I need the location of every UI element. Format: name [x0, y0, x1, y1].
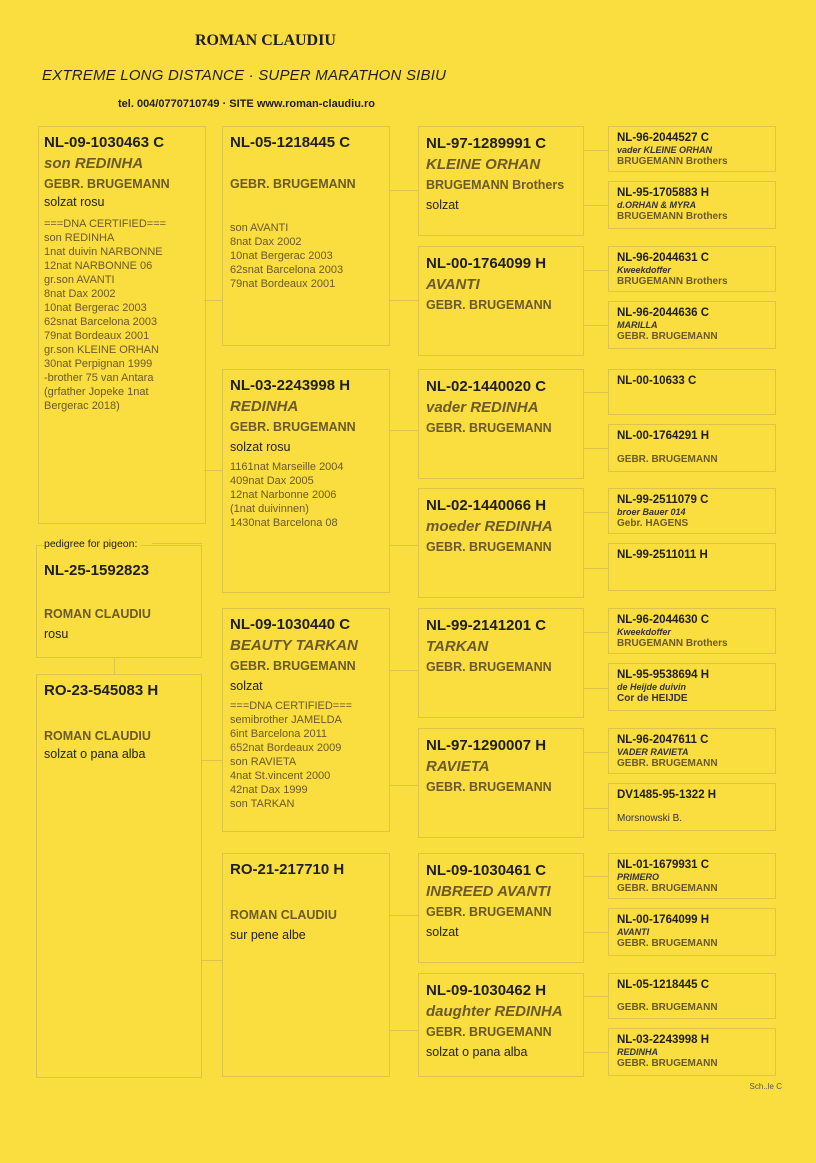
g4-name: de Heijde duivin: [617, 682, 687, 692]
g3-color: solzat: [426, 198, 459, 212]
g3-ring: NL-02-1440066 H: [426, 497, 547, 514]
g2-ring: RO-21-217710 H: [230, 861, 345, 878]
g2-ring: NL-05-1218445 C: [230, 134, 351, 151]
g4-ring: NL-03-2243998 H: [617, 1034, 710, 1046]
g3-card-2: [418, 246, 584, 356]
g4-name: VADER RAVIETA: [617, 747, 689, 757]
g4-ring: NL-99-2511079 C: [617, 494, 709, 506]
g3-card-3: [418, 369, 584, 479]
g4-ring: NL-00-1764099 H: [617, 914, 710, 926]
g4-breeder: GEBR. BRUGEMANN: [617, 758, 718, 769]
g2-breeder: ROMAN CLAUDIU: [230, 908, 337, 922]
dam-card: [36, 674, 202, 1078]
dam-breeder: ROMAN CLAUDIU: [44, 729, 151, 743]
g4-breeder: BRUGEMANN Brothers: [617, 211, 728, 222]
g4-ring: NL-96-2047611 C: [617, 734, 709, 746]
sire-breeder: GEBR. BRUGEMANN: [44, 177, 170, 191]
breeder-subtitle: EXTREME LONG DISTANCE · SUPER MARATHON SIBIU: [42, 67, 447, 84]
g2-card-3: [222, 608, 390, 832]
sire-ring: NL-09-1030463 C: [44, 134, 165, 151]
g3-card-1: [418, 126, 584, 236]
g4-breeder: GEBR. BRUGEMANN: [617, 331, 718, 342]
g4-breeder: BRUGEMANN Brothers: [617, 276, 728, 287]
g4-ring: NL-00-10633 C: [617, 375, 697, 387]
g2-breeder: GEBR. BRUGEMANN: [230, 177, 356, 191]
pedigree-label: pedigree for pigeon:: [44, 538, 141, 550]
g4-card: [608, 973, 776, 1019]
g4-card: [608, 728, 776, 774]
g3-ring: NL-97-1289991 C: [426, 135, 547, 152]
g4-ring: NL-05-1218445 C: [617, 979, 710, 991]
sire-color: solzat rosu: [44, 195, 105, 209]
g4-breeder: GEBR. BRUGEMANN: [617, 938, 718, 949]
g4-card: [608, 488, 776, 534]
g3-name: KLEINE ORHAN: [426, 156, 541, 173]
g3-breeder: GEBR. BRUGEMANN: [426, 780, 552, 794]
g4-card: [608, 908, 776, 956]
g2-card-2: [222, 369, 390, 593]
g4-card: [608, 783, 776, 831]
g2-name: BEAUTY TARKAN: [230, 637, 358, 654]
g4-card: [608, 424, 776, 472]
g2-card-1: [222, 126, 390, 346]
g4-name: Kweekdoffer: [617, 627, 671, 637]
g3-name: TARKAN: [426, 638, 489, 655]
g4-card: [608, 608, 776, 654]
g4-breeder: GEBR. BRUGEMANN: [617, 1002, 718, 1013]
g4-breeder: Morsnowski B.: [617, 813, 683, 824]
g4-breeder: BRUGEMANN Brothers: [617, 156, 728, 167]
g3-name: INBREED AVANTI: [426, 883, 551, 900]
subject-ring: NL-25-1592823: [44, 562, 150, 579]
g3-ring: NL-97-1290007 H: [426, 737, 547, 754]
g4-name: MARILLA: [617, 320, 658, 330]
g3-name: RAVIETA: [426, 758, 490, 775]
g3-name: daughter REDINHA: [426, 1003, 563, 1020]
g4-ring: NL-99-2511011 H: [617, 549, 708, 561]
g4-card: [608, 1028, 776, 1076]
g3-breeder: GEBR. BRUGEMANN: [426, 660, 552, 674]
g2-notes: 1161nat Marseille 2004 409nat Dax 2005 12nat Narbonne 2006 (1nat duivinnen) 1430nat Barcelona 08: [230, 461, 344, 529]
g3-ring: NL-09-1030462 H: [426, 982, 547, 999]
g2-ring: NL-03-2243998 H: [230, 377, 351, 394]
breeder-contact: tel. 004/0770710749 · SITE www.roman-claudiu.ro: [118, 98, 375, 110]
g2-color: solzat rosu: [230, 440, 291, 454]
sire-card: [38, 126, 206, 524]
g4-name: REDINHA: [617, 1047, 659, 1057]
g3-breeder: GEBR. BRUGEMANN: [426, 1025, 552, 1039]
dam-color: solzat o pana alba: [44, 747, 146, 761]
g3-breeder: GEBR. BRUGEMANN: [426, 905, 552, 919]
g4-name: d.ORHAN & MYRA: [617, 200, 696, 210]
g3-ring: NL-00-1764099 H: [426, 255, 547, 272]
g4-card: [608, 181, 776, 229]
g3-breeder: BRUGEMANN Brothers: [426, 178, 565, 192]
g4-name: vader KLEINE ORHAN: [617, 145, 713, 155]
g4-card: [608, 301, 776, 349]
g4-ring: NL-96-2044631 C: [617, 252, 710, 264]
g4-breeder: Cor de HEIJDE: [617, 693, 688, 704]
g2-notes: son AVANTI 8nat Dax 2002 10nat Bergerac 2003 62snat Barcelona 2003 79nat Bordeaux 2001: [230, 222, 344, 290]
g2-card-4: [222, 853, 390, 1077]
g4-ring: NL-95-9538694 H: [617, 669, 710, 681]
g3-ring: NL-02-1440020 C: [426, 378, 547, 395]
g4-ring: NL-00-1764291 H: [617, 430, 710, 442]
sire-name: son REDINHA: [44, 155, 144, 172]
g4-card: [608, 543, 776, 591]
g4-ring: NL-95-1705883 H: [617, 187, 710, 199]
g3-color: solzat: [426, 925, 459, 939]
g3-name: moeder REDINHA: [426, 518, 553, 535]
g4-ring: NL-96-2044636 C: [617, 307, 710, 319]
g3-card-8: [418, 973, 584, 1077]
g4-breeder: BRUGEMANN Brothers: [617, 638, 728, 649]
g4-card: [608, 369, 776, 415]
g2-ring: NL-09-1030440 C: [230, 616, 351, 633]
g4-breeder: Gebr. HAGENS: [617, 518, 689, 529]
g4-breeder: GEBR. BRUGEMANN: [617, 1058, 718, 1069]
subject-color: rosu: [44, 627, 69, 641]
subject-card: [36, 545, 202, 658]
dam-ring: RO-23-545083 H: [44, 682, 159, 699]
breeder-title: ROMAN CLAUDIU: [195, 32, 336, 49]
g4-card: [608, 246, 776, 292]
g3-name: vader REDINHA: [426, 399, 539, 416]
g4-card: [608, 663, 776, 711]
g2-breeder: GEBR. BRUGEMANN: [230, 420, 356, 434]
sire-notes: ===DNA CERTIFIED=== son REDINHA 1nat duivin NARBONNE 12nat NARBONNE 06 gr.son AVANTI 8nat Dax 2002 10nat Bergerac 2003 62snat Barcelona 2003 79nat Bordeaux 2001 gr.son KLEINE ORHAN 30nat Perpignan 1999 -brother 75 van Antara (grfather Jopeke 1nat Bergerac 2018): [44, 218, 167, 412]
g3-name: AVANTI: [426, 276, 480, 293]
g4-name: AVANTI: [617, 927, 650, 937]
g3-card-4: [418, 488, 584, 598]
g4-ring: DV1485-95-1322 H: [617, 789, 717, 801]
g2-color: sur pene albe: [230, 928, 306, 942]
g3-card-7: [418, 853, 584, 963]
g2-name: REDINHA: [230, 398, 299, 415]
g4-card: [608, 126, 776, 172]
g4-card: [608, 853, 776, 899]
g3-breeder: GEBR. BRUGEMANN: [426, 298, 552, 312]
g2-color: solzat: [230, 679, 263, 693]
g3-card-6: [418, 728, 584, 838]
g3-breeder: GEBR. BRUGEMANN: [426, 421, 552, 435]
g2-breeder: GEBR. BRUGEMANN: [230, 659, 356, 673]
g4-ring: NL-01-1679931 C: [617, 859, 710, 871]
g3-ring: NL-99-2141201 C: [426, 617, 547, 634]
g4-name: broer Bauer 014: [617, 507, 686, 517]
g3-card-5: [418, 608, 584, 718]
g3-ring: NL-09-1030461 C: [426, 862, 547, 879]
page-footer: Sch..le C: [749, 1082, 782, 1091]
g4-ring: NL-96-2044527 C: [617, 132, 710, 144]
g3-color: solzat o pana alba: [426, 1045, 528, 1059]
subject-breeder: ROMAN CLAUDIU: [44, 607, 151, 621]
g4-breeder: GEBR. BRUGEMANN: [617, 454, 718, 465]
g4-breeder: GEBR. BRUGEMANN: [617, 883, 718, 894]
g3-breeder: GEBR. BRUGEMANN: [426, 540, 552, 554]
g4-name: Kweekdoffer: [617, 265, 671, 275]
g4-ring: NL-96-2044630 C: [617, 614, 710, 626]
g4-name: PRIMERO: [617, 872, 660, 882]
g2-notes: ===DNA CERTIFIED=== semibrother JAMELDA 6int Barcelona 2011 652nat Bordeaux 2009 son RAVIETA 4nat St.vincent 2000 42nat Dax 1999 son TARKAN: [230, 700, 353, 810]
